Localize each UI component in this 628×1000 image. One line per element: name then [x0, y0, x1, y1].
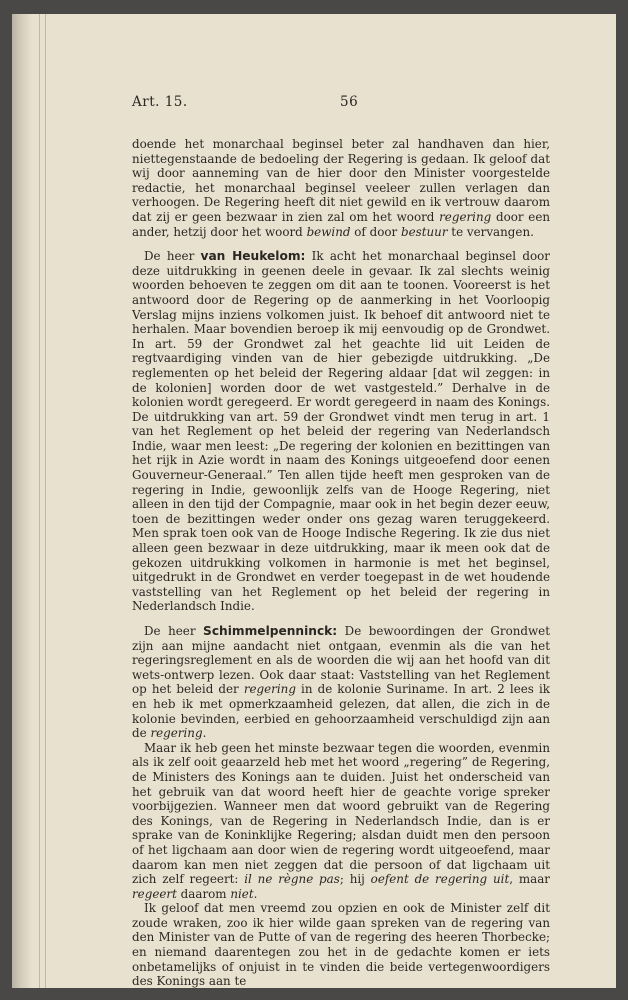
paragraph-speech [132, 249, 550, 614]
emphasis: bewind [306, 224, 351, 239]
binding-line [39, 14, 40, 988]
emphasis: regering [150, 726, 203, 741]
text-run: in de kolonie Suriname. In art. 2 lees ik en heb ik met opmerkzaamheid gelezen, dat allen, die zich in de kolonie bevinden, eerbied en gehoorzaamheid verschuldigd zijn aan de [132, 682, 550, 741]
paragraph [132, 741, 550, 902]
speaker-name: van Heukelom: [200, 249, 306, 264]
speaker-name: Schimmelpenninck: [203, 624, 338, 638]
running-header [132, 94, 548, 110]
emphasis: il ne règne pas [244, 872, 340, 887]
emphasis: regering [243, 682, 296, 697]
emphasis: oefent de regering uit [370, 872, 510, 887]
emphasis: regeert [132, 886, 177, 901]
text-run: , maar [509, 872, 550, 887]
text-run: ; hij [339, 872, 371, 887]
text-run: door een ander, hetzij door het woord [132, 209, 551, 239]
page-number: 56 [340, 94, 359, 110]
text-run: te vervangen. [447, 224, 534, 239]
text-run: of door [350, 224, 401, 239]
text-run: daarom [176, 886, 231, 901]
binding-line [45, 14, 46, 988]
text-run: Ik acht het monarchaal beginsel door deze uitdrukking in geenen deele in gevaar. Ik zal slechts weinig woorden behoeven te zeggen om dit aan te toonen. Vooreerst is het antwoord door de Regering op de aanmerking in het Voorloopig Verslag mijns inziens volkomen juist. Ik behoef dit antwoord niet te herhalen. Maar bovendien beroep ik mij eenvoudig op de Grondwet. In art. 59 der Grondwet zal het geachte lid uit Leiden de regtvaardiging vinden van de hier gebezigde uitdrukking. „De reglementen op het beleid der Regering aldaar [dat wil zeggen: in de kolonien] worden door de wet vastgesteld.” Derhalve in de kolonien wordt geregeerd. Er wordt geregeerd in naam des Konings. De uitdrukking van art. 59 der Grondwet vindt men terug in art. 1 van het Reglement op het beleid der regering van Nederlandsch Indie, waar men leest: „De regering der kolonien en bezittingen van het rijk in Azie wordt in naam des Konings uitgeoefend door eenen Gouverneur-Generaal.” Ten allen tijde heeft men gesproken van de regering in Indie, gewoonlijk zelfs van de Hooge Regering, niet alleen in den tijd der Compagnie, maar ook in het begin dezer eeuw, toen de bezittingen weder onder ons gezag waren teruggekeerd. Men sprak toen ook van de Hooge Indische Regering. Ik zie dus niet alleen geen bezwaar in deze uitdrukking, maar ik meen ook dat de gekozen uitdrukking volkomen in harmonie is met het beginsel, uitgedrukt in de Grondwet en verder toegepast in de wet houdende vaststelling van het Reglement op het beleid der regering in Nederlandsch Indie. [132, 249, 550, 614]
text-run: De heer [144, 624, 204, 638]
emphasis: regering [439, 209, 492, 224]
text-run: Maar ik heb geen het minste bezwaar tegen die woorden, evenmin als ik zelf ooit geaarzeld heb met het woord „regering” de Regering, de Ministers des Konings aan te duiden. Juist het onderscheid van het gebruik van dat woord heeft hier de geachte vorige spreker voorbijgezien. Wanneer men dat woord gebruikt van de Regering des Konings, van de Regering in Nederlandsch Indie, dan is er sprake van de Koninklijke Regering; alsdan duidt men den persoon of het ligchaam aan door wien de regering wordt uitgeoefend, maar daarom kan men niet zeggen dat die persoon of dat ligchaam uit zich zelf regeert: [132, 740, 550, 887]
emphasis: niet [230, 886, 254, 901]
text-run: De heer [144, 249, 201, 264]
paragraph-speech [132, 624, 550, 741]
page-gutter-shadow [12, 14, 32, 988]
text-run: . [202, 726, 207, 741]
text-run: . [253, 886, 258, 901]
text-run: De bewoordingen der Grondwet zijn aan mijne aandacht niet ontgaan, evenmin als die van het regeringsreglement en als de woorden die wij aan het hoofd van dit wets-ontwerp lezen. Ook daar staat: Vaststelling van het Reglement op het beleid der [132, 624, 550, 697]
emphasis: bestuur [400, 224, 448, 239]
paragraph-continued [132, 137, 550, 239]
paragraph [132, 901, 550, 988]
text-run: Ik geloof dat men vreemd zou opzien en ook de Minister zelf dit zoude wraken, zoo ik hier wilde gaan spreken van de regering van den Minister van de Putte of van de regering des heeren Thorbecke; en niemand daarentegen zou het in de gedachte komen er iets onbetamelijks of onjuist in te vinden die beide vertegenwoordigers des Konings aan te [132, 901, 550, 988]
section-label: Art. 15. [132, 94, 188, 110]
book-page [12, 14, 616, 988]
page-body [132, 137, 550, 988]
text-run: doende het monarchaal beginsel beter zal handhaven dan hier, niettegenstaande de bedoeling der Regering is gedaan. Ik geloof dat wij door aanneming van de hier door den Minister voorgestelde redactie, het monarchaal beginsel veeleer zullen verlagen dan verhoogen. De Regering heeft dit niet gewild en ik vertrouw daarom dat zij er geen bezwaar in zien zal om het woord [132, 137, 550, 224]
